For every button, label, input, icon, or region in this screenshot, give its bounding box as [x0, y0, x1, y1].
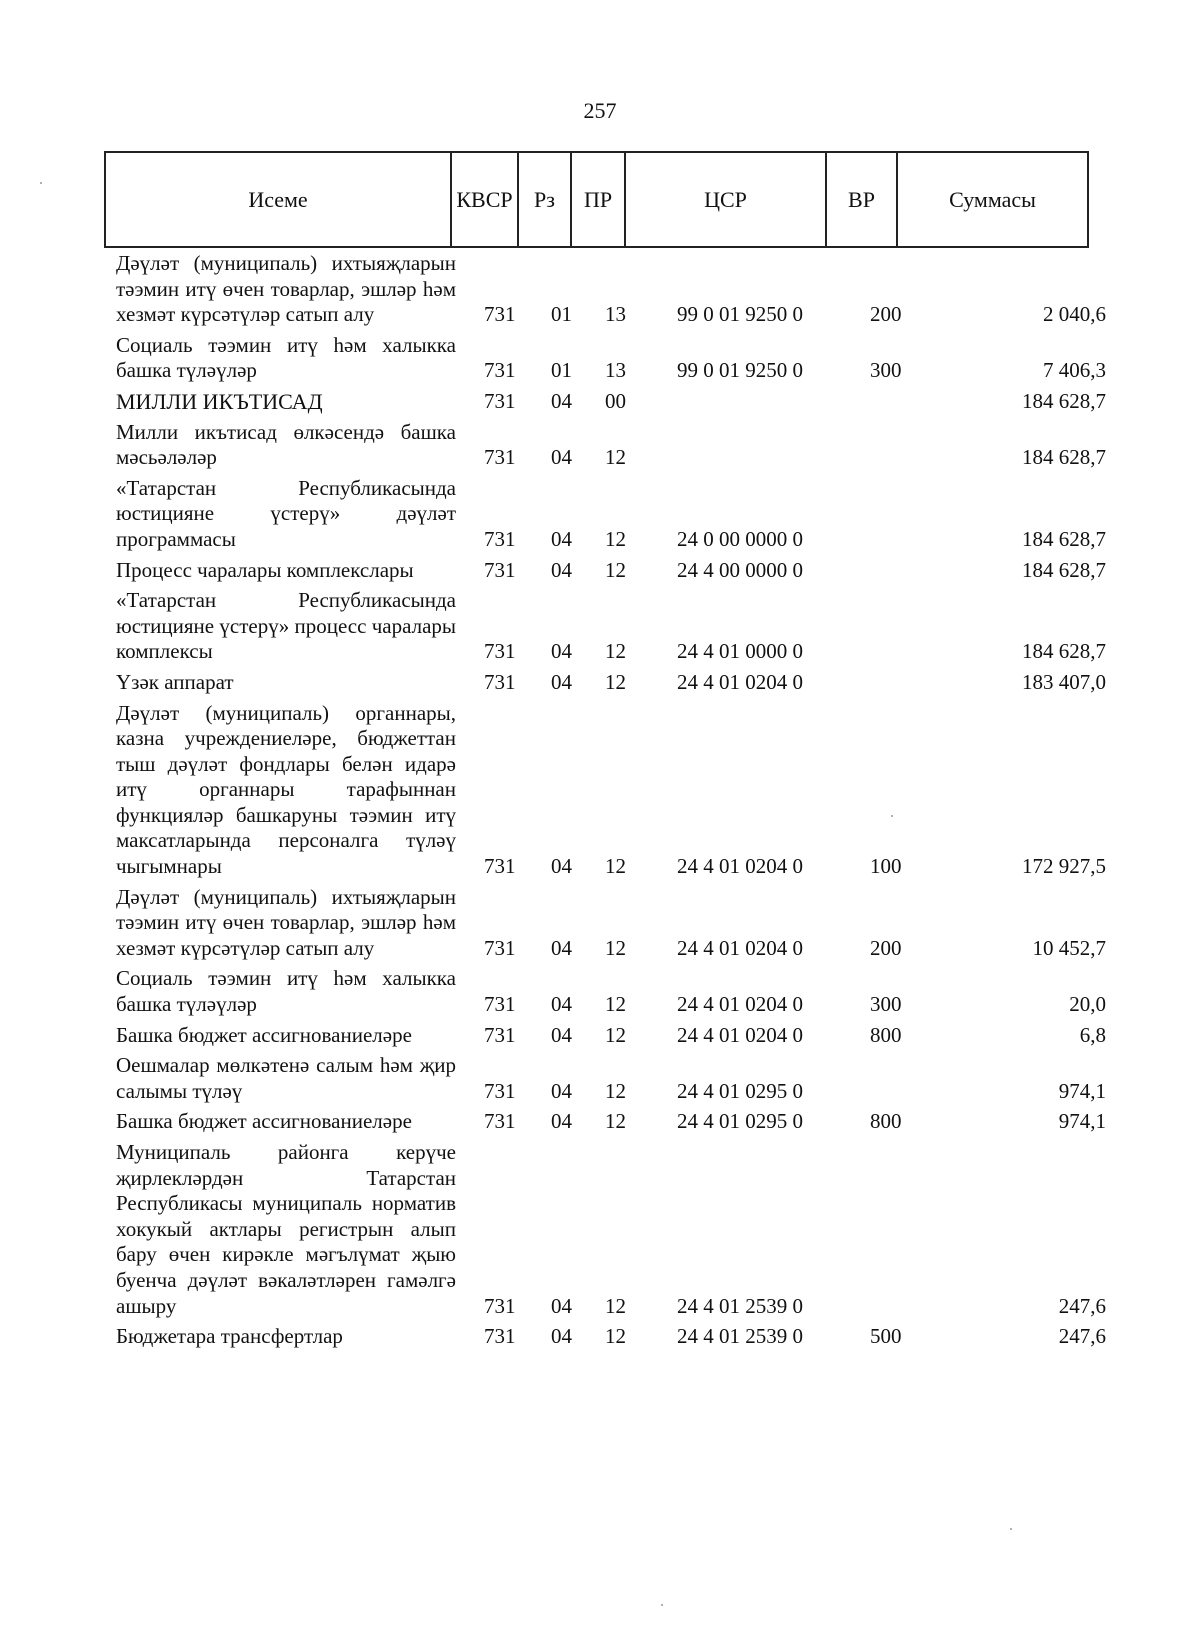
row-name: Башка бюджет ассигнованиеләре — [116, 1109, 412, 1134]
row-rz: 04 — [551, 388, 572, 413]
row-csr: 24 4 01 0204 0 — [677, 935, 803, 960]
row-pr: 12 — [605, 639, 626, 664]
row-rz: 04 — [551, 557, 572, 582]
header-sum: Суммасы — [897, 152, 1088, 247]
row-kvsr: 731 — [484, 639, 516, 664]
row-vr: 300 — [870, 992, 902, 1017]
row-name: Муниципаль районга керүче җирлекләрдән Татарстан Республикасы муниципаль норматив хокукый актлары регистрын алып бару өчен кирәкле мәгълүмат җыю буенча дәүләт вәкаләтләрен гамәлгә ашыру — [116, 1140, 456, 1318]
row-csr: 99 0 01 9250 0 — [677, 302, 803, 327]
row-name: Дәүләт (муниципаль) ихтыяҗларын тәэмин итү өчен товарлар, эшләр һәм хезмәт күрсәтүләр сатып алу — [116, 884, 456, 960]
row-sum: 184 628,7 — [1022, 639, 1106, 664]
row-sum: 184 628,7 — [1022, 557, 1106, 582]
row-sum: 183 407,0 — [1022, 669, 1106, 694]
row-kvsr: 731 — [484, 358, 516, 383]
row-sum: 184 628,7 — [1022, 445, 1106, 470]
row-pr: 12 — [605, 557, 626, 582]
row-pr: 12 — [605, 1324, 626, 1349]
row-csr: 24 0 00 0000 0 — [677, 526, 803, 551]
row-pr: 12 — [605, 854, 626, 879]
row-kvsr: 731 — [484, 992, 516, 1017]
row-vr: 100 — [870, 854, 902, 879]
row-pr: 12 — [605, 992, 626, 1017]
row-csr: 24 4 01 0295 0 — [677, 1078, 803, 1103]
table-row — [0, 420, 1200, 471]
table-row — [0, 389, 1200, 415]
row-kvsr: 731 — [484, 1109, 516, 1134]
row-rz: 04 — [551, 669, 572, 694]
table-row — [0, 476, 1200, 553]
table-row — [0, 885, 1200, 962]
row-sum: 7 406,3 — [1043, 358, 1106, 383]
row-rz: 04 — [551, 1324, 572, 1349]
row-vr: 800 — [870, 1109, 902, 1134]
row-csr: 24 4 01 0204 0 — [677, 992, 803, 1017]
header-kvsr: КВСР — [451, 152, 518, 247]
row-name: Оешмалар мөлкәтенә салым һәм җир салымы түләү — [116, 1053, 456, 1103]
row-pr: 13 — [605, 302, 626, 327]
header-rz: Рз — [518, 152, 571, 247]
row-rz: 04 — [551, 854, 572, 879]
row-name: «Татарстан Республикасында юстицияне үстерү» дәүләт программасы — [116, 475, 456, 551]
row-pr: 12 — [605, 935, 626, 960]
row-vr: 200 — [870, 935, 902, 960]
row-rz: 01 — [551, 302, 572, 327]
row-name: Процесс чаралары комплекслары — [116, 557, 414, 582]
row-csr: 24 4 01 2539 0 — [677, 1324, 803, 1349]
row-pr: 00 — [605, 388, 626, 413]
row-pr: 12 — [605, 445, 626, 470]
table-row — [0, 1324, 1200, 1350]
row-csr: 24 4 01 0204 0 — [677, 669, 803, 694]
row-csr: 24 4 01 0204 0 — [677, 854, 803, 879]
row-name: «Татарстан Республикасында юстицияне үстерү» процесс чаралары комплексы — [116, 588, 456, 664]
table-row — [0, 1140, 1200, 1319]
row-pr: 12 — [605, 1293, 626, 1318]
row-rz: 04 — [551, 639, 572, 664]
table-row — [0, 966, 1200, 1017]
row-sum: 6,8 — [1079, 1022, 1106, 1047]
table-row — [0, 670, 1200, 696]
row-name: Башка бюджет ассигнованиеләре — [116, 1022, 412, 1047]
row-sum: 184 628,7 — [1022, 526, 1106, 551]
row-csr: 24 4 01 0000 0 — [677, 639, 803, 664]
row-kvsr: 731 — [484, 1078, 516, 1103]
row-kvsr: 731 — [484, 526, 516, 551]
row-rz: 04 — [551, 1293, 572, 1318]
row-pr: 12 — [605, 1078, 626, 1103]
row-rz: 04 — [551, 1078, 572, 1103]
row-sum: 20,0 — [1069, 992, 1106, 1017]
row-sum: 974,1 — [1058, 1078, 1106, 1103]
row-vr: 300 — [870, 358, 902, 383]
row-rz: 04 — [551, 445, 572, 470]
row-kvsr: 731 — [484, 1324, 516, 1349]
table-row — [0, 558, 1200, 584]
row-rz: 04 — [551, 1022, 572, 1047]
scan-speck — [661, 1604, 663, 1606]
row-kvsr: 731 — [484, 388, 516, 413]
header-csr: ЦСР — [625, 152, 826, 247]
row-csr: 24 4 01 0295 0 — [677, 1109, 803, 1134]
row-sum: 184 628,7 — [1022, 388, 1106, 413]
row-pr: 12 — [605, 669, 626, 694]
row-sum: 974,1 — [1058, 1109, 1106, 1134]
row-csr: 24 4 01 2539 0 — [677, 1293, 803, 1318]
table-row — [0, 1053, 1200, 1104]
table-row — [0, 588, 1200, 665]
header-vr: ВР — [826, 152, 897, 247]
row-kvsr: 731 — [484, 445, 516, 470]
row-csr: 24 4 00 0000 0 — [677, 557, 803, 582]
row-name: Бюджетара трансфертлар — [116, 1324, 343, 1349]
row-pr: 13 — [605, 358, 626, 383]
row-kvsr: 731 — [484, 1293, 516, 1318]
header-name: Исеме — [105, 152, 451, 247]
row-name: Дәүләт (муниципаль) ихтыяҗларын тәэмин итү өчен товарлар, эшләр һәм хезмәт күрсәтүләр сатып алу — [116, 251, 456, 327]
row-rz: 04 — [551, 1109, 572, 1134]
row-kvsr: 731 — [484, 669, 516, 694]
header-pr: ПР — [571, 152, 625, 247]
row-rz: 04 — [551, 992, 572, 1017]
table-row — [0, 701, 1200, 880]
table-row — [0, 1023, 1200, 1049]
row-kvsr: 731 — [484, 854, 516, 879]
row-kvsr: 731 — [484, 302, 516, 327]
row-csr: 24 4 01 0204 0 — [677, 1022, 803, 1047]
row-name: МИЛЛИ ИКЪТИСАД — [116, 388, 323, 414]
row-kvsr: 731 — [484, 935, 516, 960]
row-pr: 12 — [605, 1022, 626, 1047]
row-sum: 247,6 — [1058, 1293, 1106, 1318]
row-rz: 04 — [551, 935, 572, 960]
row-kvsr: 731 — [484, 1022, 516, 1047]
row-vr: 500 — [870, 1324, 902, 1349]
row-name: Социаль тәэмин итү һәм халыкка башка түләүләр — [116, 966, 456, 1017]
row-kvsr: 731 — [484, 557, 516, 582]
page-number: 257 — [583, 98, 617, 123]
row-sum: 172 927,5 — [1022, 854, 1106, 879]
row-pr: 12 — [605, 526, 626, 551]
row-rz: 01 — [551, 358, 572, 383]
row-name: Дәүләт (муниципаль) органнары, казна учреждениеләре, бюджеттан тыш дәүләт фондлары белән идарә итү органнары тарафыннан функцияләр башкаруны тәэмин итү максатларында персоналга түләү чыгымнары — [116, 700, 456, 879]
row-pr: 12 — [605, 1109, 626, 1134]
table-row — [0, 251, 1200, 328]
table-header — [104, 151, 1089, 248]
budget-table-body — [0, 251, 1200, 1355]
table-row — [0, 1109, 1200, 1135]
table-row — [0, 333, 1200, 384]
row-csr: 99 0 01 9250 0 — [677, 358, 803, 383]
row-sum: 247,6 — [1058, 1324, 1106, 1349]
row-rz: 04 — [551, 526, 572, 551]
row-name: Үзәк аппарат — [116, 669, 234, 694]
row-sum: 10 452,7 — [1032, 935, 1106, 960]
row-vr: 200 — [870, 302, 902, 327]
scan-speck — [40, 182, 42, 184]
row-name: Социаль тәэмин итү һәм халыкка башка түләүләр — [116, 332, 456, 383]
scan-speck — [891, 815, 893, 817]
row-vr: 800 — [870, 1022, 902, 1047]
row-name: Милли икътисад өлкәсендә башка мәсьәләләр — [116, 419, 456, 470]
scan-speck — [1010, 1528, 1012, 1530]
row-sum: 2 040,6 — [1043, 302, 1106, 327]
